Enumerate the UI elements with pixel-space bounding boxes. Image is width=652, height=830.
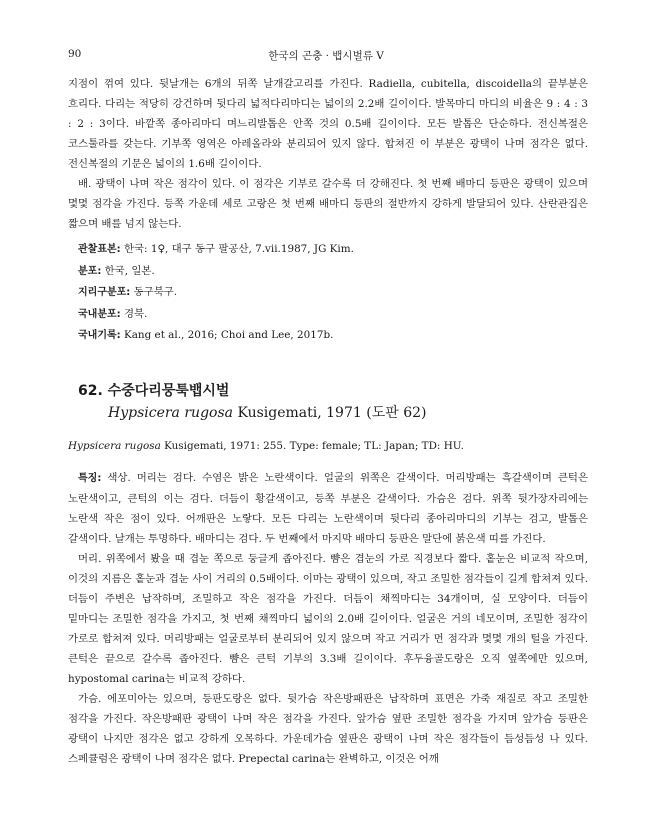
page-number: 90 [68,48,82,60]
paragraph: 지점이 꺾여 있다. 뒷날개는 6개의 뒤쪽 날개갈고리를 가진다. Radiella, cubitella, discoidella의 끝부분은 흐리다. 다리는 적당히 강건하며 뒷다리 넓적다리마디는 넓이의 2.2배 길이이다. 발목마디 마디의 비율은 9 : 4 : 3 : 2 : 3이다. 바깥쪽 종아리마디 며느리발톱은 안쪽 것의 0.5배 길이이다. 모든 발톱은 단순하다. 전신복절은 코스툴라를 갖는다. 기부쪽 영역은 아레올라와 분리되어 있지 않다. 합쳐진 이 부분은 광택이 나며 점각은 없다. 전신복절의 기문은 넓이의 1.6배 길이이다. [68,78,588,170]
record-zoogeography: 지리구분포: 동구북구. [78,286,178,298]
description-continued [68,74,588,234]
species-scientific-line [78,402,426,424]
specimen-records [78,239,354,347]
paragraph: 머리. 위쪽에서 봤을 때 겹눈 쪽으로 둥글게 좁아진다. 뺨은 겹눈의 가로 직경보다 짧다. 홑눈은 비교적 작으며, 이것의 지름은 홑눈과 겹눈 사이 거리의 0.5배이다. 이마는 광택이 있으며, 작고 조밀한 점각들이 길게 합쳐져 있다. 더듬이 주변은 납작하며, 조밀하고 작은 점각을 가진다. 더듬이 채찍마디는 34개이며, 실 모양이다. 더듬이 밑마디는 조밀한 점각을 가지고, 첫 번째 채찍마디 넓이의 2.0배 길이이다. 얼굴은 거의 네모이며, 조밀한 점각이 가로로 합쳐져 있다. 머리방패는 얼굴로부터 분리되어 있지 않으며 작고 거리가 먼 점각과 몇몇 개의 털을 가진다. 큰턱은 끝으로 갈수록 좁아진다. 뺨은 큰턱 기부의 3.3배 길이이다. 후두융골도랑은 오직 옆쪽에만 있으며, hypostomal carina는 비교적 강하다. [68,553,588,685]
author-year: Kusigemati, 1971 (도판 62) [233,405,427,421]
paragraph: 특징: 색상. 머리는 검다. 수염은 밝은 노란색이다. 얼굴의 위쪽은 갈색이다. 머리방패는 흑갈색이며 큰턱은 노란색이고, 큰턱의 이는 검다. 더듬이 황갈색이고, 등쪽 부분은 갈색이다. 가슴은 검다. 위쪽 뒷가장자리에는 노란색 작은 점이 있다. 어깨판은 노랗다. 모든 다리는 노란색이며 뒷다리 종아리마디의 기부는 검고, 발톱은 갈색이다. 날개는 투명하다. 배마디는 검다. 두 번째에서 마지막 배마디 등판은 말단에 붉은색 띠를 가진다. [68,472,588,545]
record-distribution: 분포: 한국, 일본. [78,264,155,277]
paragraph: 배. 광택이 나며 작은 점각이 있다. 이 점각은 기부로 갈수록 더 강해진다. 첫 번째 배마디 등판은 광택이 있으며 몇몇 점각을 가진다. 등쪽 가운데 세로 고랑은 첫 번째 배마디 등판의 절반까지 강하게 발달되어 있다. 산란관집은 짧으며 배를 넘지 않는다. [68,178,588,230]
paragraph: 가슴. 에포미아는 있으며, 등판도랑은 없다. 뒷가슴 작은방패판은 납작하며 표면은 가죽 재질로 작고 조밀한 점각을 가진다. 작은방패판 광택이 나며 작은 점각을 가진다. 앞가슴 옆판 조밀한 점각을 가지며 앞가슴 등판은 광택이 나지만 점각은 없고 강하게 오목하다. 가운데가슴 옆판은 광택이 나며 작은 점각들이 듬성듬성 나 있다. 스페큘럼은 광택이 나며 점각은 없다. Prepectal carina는 완벽하고, 이것은 어깨 [68,693,588,765]
species-korean-name: 62. 수중다리뭉툭뱁시벌 [78,383,230,399]
page-header [68,48,584,64]
record-material: 관찰표본: 한국: 1♀, 대구 동구 팔공산, 7.vii.1987, JG Kim. [78,243,354,255]
running-title: 한국의 곤충 · 뱁시벌류 V [268,50,384,62]
scientific-name: Hypsicera rugosa [108,405,233,421]
species-heading [78,380,426,424]
feature-label: 특징: [78,473,102,484]
original-citation: Hypsicera rugosa Kusigemati, 1971: 255. Type: female; TL: Japan; TD: HU. [68,440,464,452]
record-domestic-literature: 국내기록: Kang et al., 2016; Choi and Lee, 2017b. [78,329,334,341]
record-domestic-distribution: 국내분포: 경북. [78,307,148,320]
species-description [68,468,588,769]
